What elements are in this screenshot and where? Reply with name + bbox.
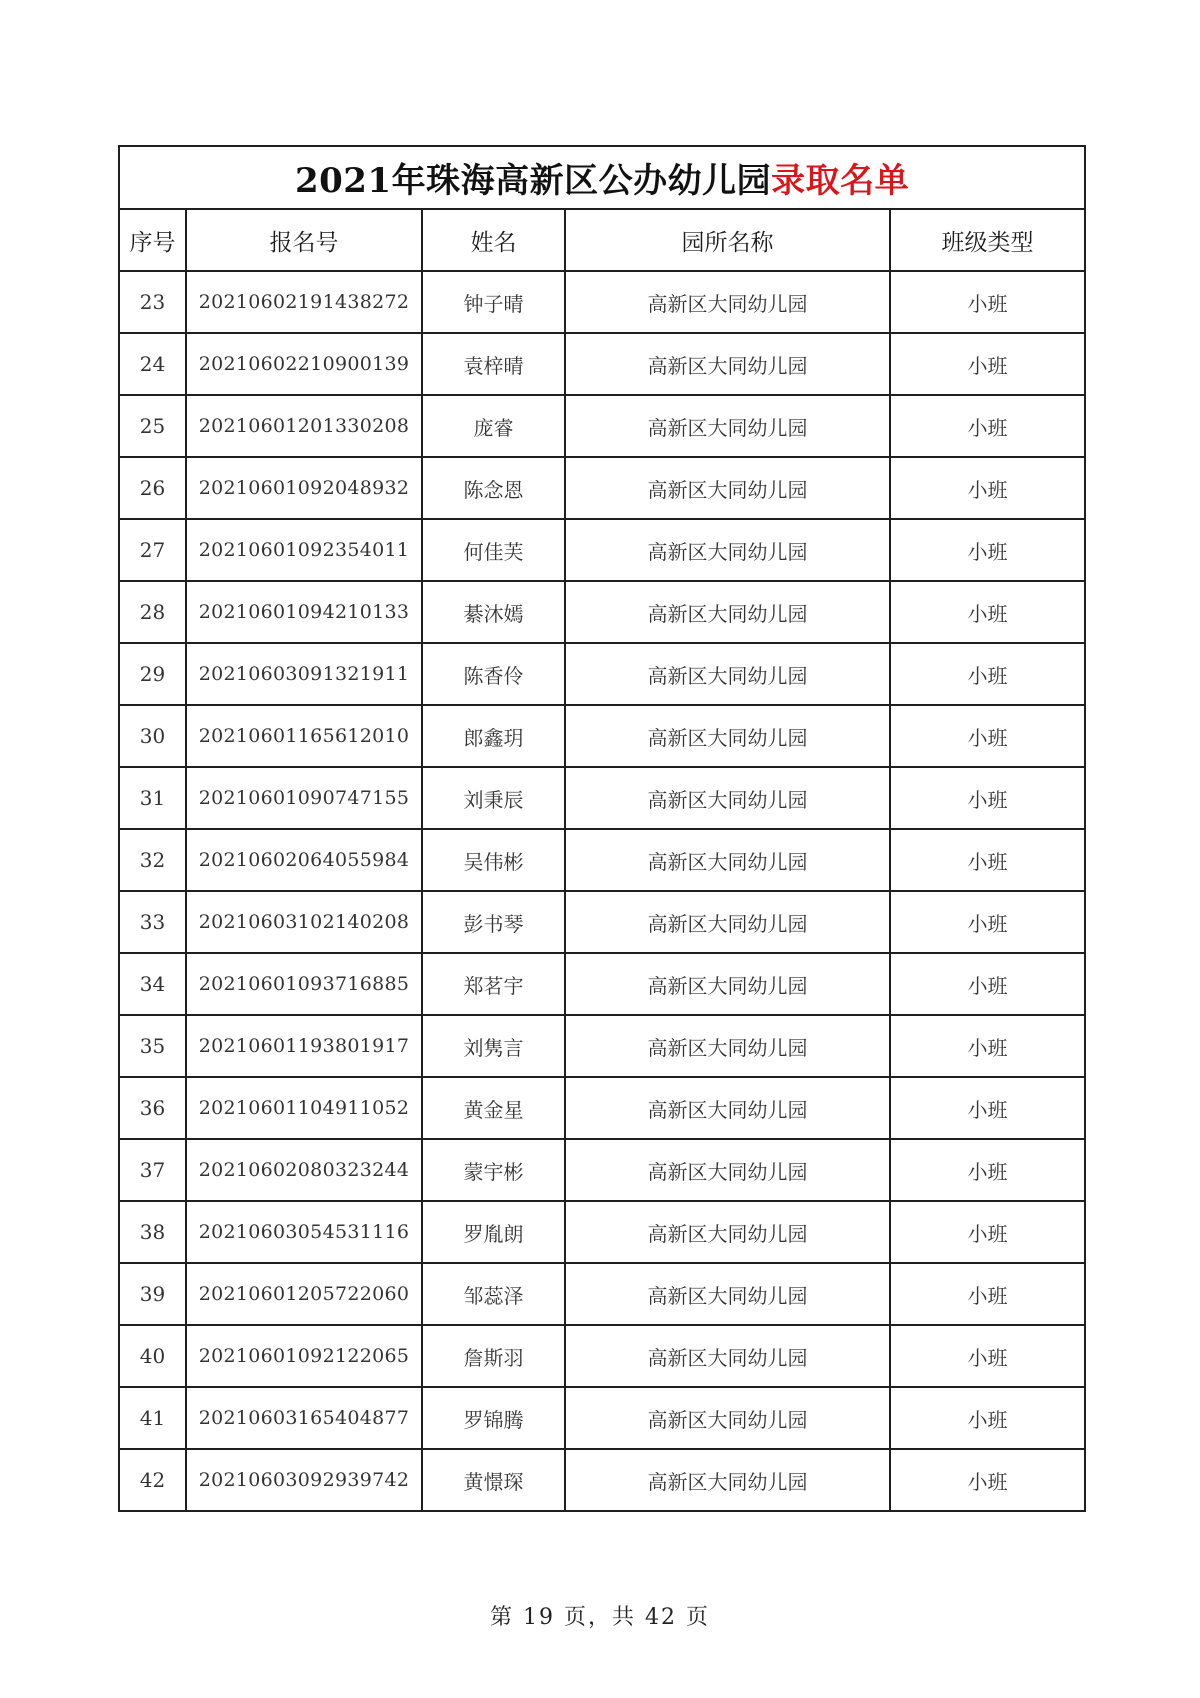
cell-seq: 33 (119, 891, 186, 953)
cell-reg-no: 20210603102140208 (186, 891, 422, 953)
cell-kindergarten: 高新区大同幼儿园 (565, 1139, 890, 1201)
table-row (119, 1449, 1085, 1511)
cell-kindergarten: 高新区大同幼儿园 (565, 1387, 890, 1449)
cell-kindergarten: 高新区大同幼儿园 (565, 519, 890, 581)
cell-reg-no: 20210601205722060 (186, 1263, 422, 1325)
table-row (119, 1015, 1085, 1077)
cell-class-type: 小班 (890, 581, 1085, 643)
table-row (119, 333, 1085, 395)
cell-seq: 26 (119, 457, 186, 519)
cell-name: 郎鑫玥 (422, 705, 565, 767)
cell-seq: 42 (119, 1449, 186, 1511)
page-footer: 第 19 页，共 42 页 (490, 1605, 710, 1630)
cell-name: 罗胤朗 (422, 1201, 565, 1263)
table-row (119, 1139, 1085, 1201)
cell-class-type: 小班 (890, 1015, 1085, 1077)
cell-seq: 29 (119, 643, 186, 705)
table-row (119, 767, 1085, 829)
cell-reg-no: 20210603165404877 (186, 1387, 422, 1449)
cell-reg-no: 20210603091321911 (186, 643, 422, 705)
cell-class-type: 小班 (890, 1201, 1085, 1263)
column-header-name: 姓名 (422, 209, 565, 271)
cell-class-type: 小班 (890, 643, 1085, 705)
cell-reg-no: 20210601165612010 (186, 705, 422, 767)
cell-name: 何佳芙 (422, 519, 565, 581)
cell-seq: 32 (119, 829, 186, 891)
cell-name: 袁梓晴 (422, 333, 565, 395)
cell-name: 邹蕊泽 (422, 1263, 565, 1325)
cell-reg-no: 20210601093716885 (186, 953, 422, 1015)
cell-class-type: 小班 (890, 1077, 1085, 1139)
column-header-class-type: 班级类型 (890, 209, 1085, 271)
cell-name: 庞睿 (422, 395, 565, 457)
cell-name: 罗锦腾 (422, 1387, 565, 1449)
table-row (119, 953, 1085, 1015)
roster-sheet (118, 145, 1084, 1512)
table-row (119, 519, 1085, 581)
page-title (119, 146, 1085, 209)
cell-name: 詹斯羽 (422, 1325, 565, 1387)
cell-kindergarten: 高新区大同幼儿园 (565, 457, 890, 519)
cell-kindergarten: 高新区大同幼儿园 (565, 1449, 890, 1511)
cell-kindergarten: 高新区大同幼儿园 (565, 953, 890, 1015)
cell-name: 刘秉辰 (422, 767, 565, 829)
table-row (119, 1387, 1085, 1449)
cell-class-type: 小班 (890, 1449, 1085, 1511)
cell-seq: 31 (119, 767, 186, 829)
table-row (119, 457, 1085, 519)
table-row (119, 643, 1085, 705)
cell-kindergarten: 高新区大同幼儿园 (565, 1077, 890, 1139)
cell-class-type: 小班 (890, 1325, 1085, 1387)
cell-seq: 23 (119, 271, 186, 333)
cell-kindergarten: 高新区大同幼儿园 (565, 333, 890, 395)
cell-class-type: 小班 (890, 705, 1085, 767)
cell-kindergarten: 高新区大同幼儿园 (565, 395, 890, 457)
table-row (119, 395, 1085, 457)
cell-kindergarten: 高新区大同幼儿园 (565, 581, 890, 643)
cell-name: 郑茗宇 (422, 953, 565, 1015)
cell-seq: 37 (119, 1139, 186, 1201)
cell-name: 陈香伶 (422, 643, 565, 705)
cell-reg-no: 20210601092122065 (186, 1325, 422, 1387)
cell-seq: 35 (119, 1015, 186, 1077)
cell-class-type: 小班 (890, 829, 1085, 891)
title-red-part: 录取名单 (771, 161, 910, 201)
cell-seq: 40 (119, 1325, 186, 1387)
column-header-seq: 序号 (119, 209, 186, 271)
cell-kindergarten: 高新区大同幼儿园 (565, 1015, 890, 1077)
cell-kindergarten: 高新区大同幼儿园 (565, 1263, 890, 1325)
cell-name: 钟子晴 (422, 271, 565, 333)
cell-name: 陈念恩 (422, 457, 565, 519)
cell-class-type: 小班 (890, 333, 1085, 395)
cell-reg-no: 20210602080323244 (186, 1139, 422, 1201)
cell-kindergarten: 高新区大同幼儿园 (565, 891, 890, 953)
column-header-reg-no: 报名号 (186, 209, 422, 271)
cell-kindergarten: 高新区大同幼儿园 (565, 271, 890, 333)
table-row (119, 705, 1085, 767)
table-row (119, 829, 1085, 891)
header-row (119, 209, 1085, 271)
cell-class-type: 小班 (890, 767, 1085, 829)
cell-kindergarten: 高新区大同幼儿园 (565, 705, 890, 767)
cell-reg-no: 20210603092939742 (186, 1449, 422, 1511)
cell-class-type: 小班 (890, 953, 1085, 1015)
cell-reg-no: 20210601090747155 (186, 767, 422, 829)
cell-class-type: 小班 (890, 271, 1085, 333)
cell-class-type: 小班 (890, 395, 1085, 457)
cell-seq: 30 (119, 705, 186, 767)
cell-seq: 27 (119, 519, 186, 581)
cell-name: 綦沐嫣 (422, 581, 565, 643)
table-row (119, 581, 1085, 643)
cell-seq: 24 (119, 333, 186, 395)
cell-seq: 34 (119, 953, 186, 1015)
cell-seq: 39 (119, 1263, 186, 1325)
cell-class-type: 小班 (890, 1139, 1085, 1201)
cell-reg-no: 20210601104911052 (186, 1077, 422, 1139)
cell-name: 吴伟彬 (422, 829, 565, 891)
cell-reg-no: 20210602191438272 (186, 271, 422, 333)
table-row (119, 891, 1085, 953)
cell-name: 黄憬琛 (422, 1449, 565, 1511)
cell-class-type: 小班 (890, 457, 1085, 519)
cell-name: 刘隽言 (422, 1015, 565, 1077)
cell-reg-no: 20210601092048932 (186, 457, 422, 519)
cell-kindergarten: 高新区大同幼儿园 (565, 829, 890, 891)
cell-class-type: 小班 (890, 1387, 1085, 1449)
table-row (119, 1263, 1085, 1325)
cell-kindergarten: 高新区大同幼儿园 (565, 1325, 890, 1387)
cell-name: 黄金星 (422, 1077, 565, 1139)
cell-reg-no: 20210602064055984 (186, 829, 422, 891)
cell-kindergarten: 高新区大同幼儿园 (565, 767, 890, 829)
cell-class-type: 小班 (890, 1263, 1085, 1325)
table-row (119, 271, 1085, 333)
column-header-kindergarten: 园所名称 (565, 209, 890, 271)
title-row (119, 146, 1085, 209)
cell-reg-no: 20210601193801917 (186, 1015, 422, 1077)
cell-seq: 25 (119, 395, 186, 457)
cell-name: 蒙宇彬 (422, 1139, 565, 1201)
table-row (119, 1201, 1085, 1263)
table-row (119, 1077, 1085, 1139)
cell-reg-no: 20210602210900139 (186, 333, 422, 395)
cell-reg-no: 20210601094210133 (186, 581, 422, 643)
table-row (119, 1325, 1085, 1387)
cell-reg-no: 20210601092354011 (186, 519, 422, 581)
cell-reg-no: 20210603054531116 (186, 1201, 422, 1263)
cell-seq: 38 (119, 1201, 186, 1263)
admission-table (118, 145, 1086, 1512)
title-black-part: 2021年珠海高新区公办幼儿园 (294, 161, 772, 201)
cell-seq: 41 (119, 1387, 186, 1449)
cell-name: 彭书琴 (422, 891, 565, 953)
cell-seq: 36 (119, 1077, 186, 1139)
cell-kindergarten: 高新区大同幼儿园 (565, 1201, 890, 1263)
cell-seq: 28 (119, 581, 186, 643)
cell-class-type: 小班 (890, 891, 1085, 953)
cell-class-type: 小班 (890, 519, 1085, 581)
cell-reg-no: 20210601201330208 (186, 395, 422, 457)
cell-kindergarten: 高新区大同幼儿园 (565, 643, 890, 705)
